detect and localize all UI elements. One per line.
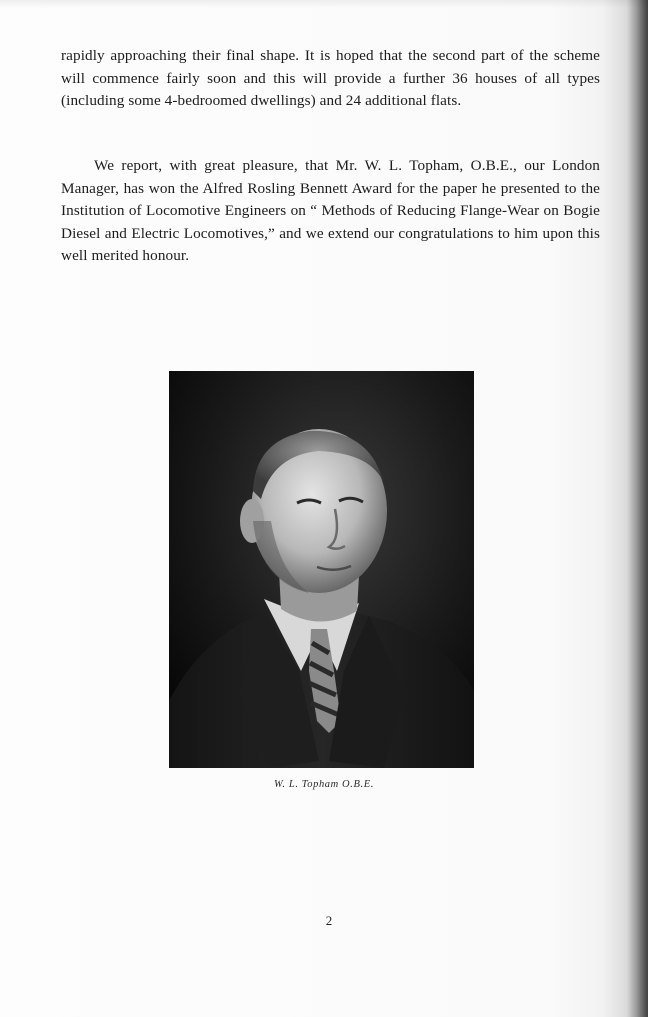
page-number: 2 <box>325 913 333 928</box>
paragraph-award-announcement: We report, with great pleasure, that Mr. W. L. Topham, O.B.E., our London Manager, has won the Alfred Rosling Bennett Award for the paper he presented to the Institution of Locomotive Engineers on “ Methods of Reducing Flange-Wear on Bogie Diesel and Electric Locomotives,” and we extend our congratulations to him upon this well merited honour. <box>61 157 600 265</box>
portrait-photo <box>169 371 474 768</box>
portrait-illustration <box>169 371 474 768</box>
top-shadow <box>0 0 648 8</box>
photo-caption: W. L. Topham O.B.E. <box>274 779 374 790</box>
paragraph-housing-scheme: rapidly approaching their final shape. It is hoped that the second part of the scheme will commence fairly soon and this will provide a further 36 houses of all types (including some 4-bedroomed dwellings) and 24 additional flats. <box>61 47 600 110</box>
binding-shadow <box>626 0 648 1017</box>
